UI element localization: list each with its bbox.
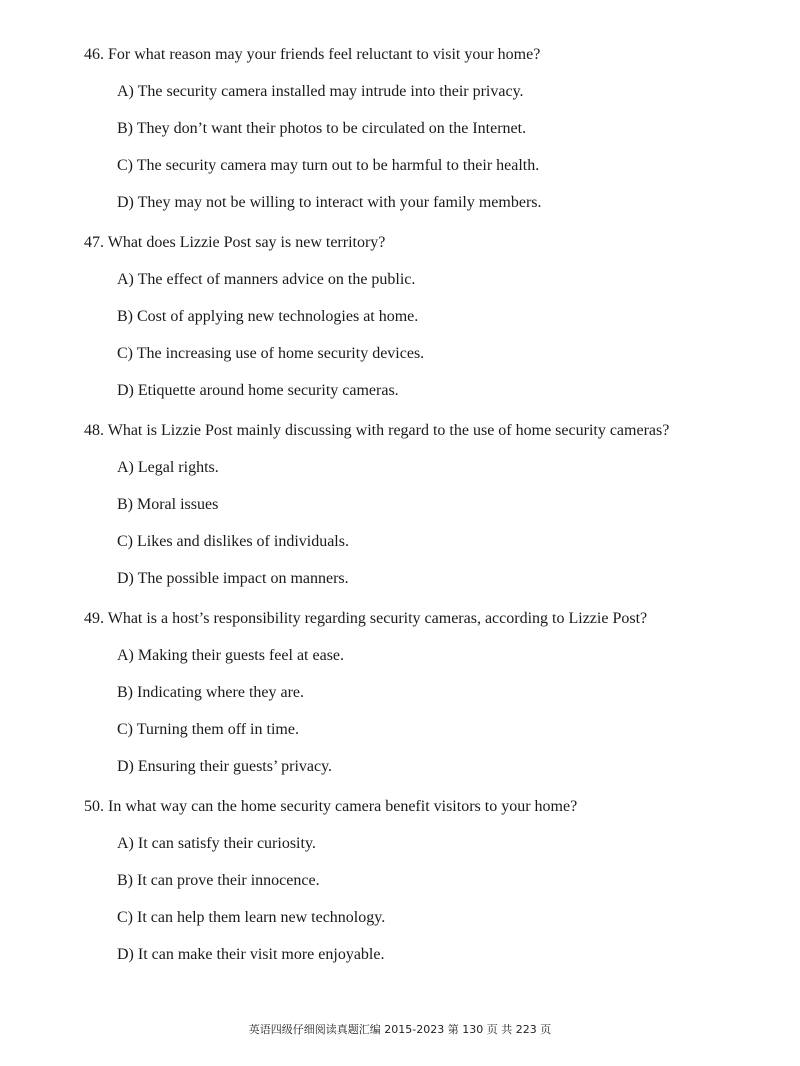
option-d: D) Etiquette around home security cameras. (117, 382, 399, 399)
option-a: A) It can satisfy their curiosity. (117, 835, 316, 852)
option-b: B) Moral issues (117, 496, 219, 513)
question-50 (84, 796, 774, 966)
option-d: D) Ensuring their guests’ privacy. (117, 758, 333, 775)
option-b: B) They don’t want their photos to be circulated on the Internet. (117, 120, 527, 137)
question-49 (84, 608, 774, 778)
option-c: C) The security camera may turn out to be harmful to their health. (117, 157, 540, 174)
question-47 (84, 232, 774, 402)
question-stem: 47. What does Lizzie Post say is new territory? (84, 234, 386, 251)
question-stem: 48. What is Lizzie Post mainly discussing with regard to the use of home security cameras? (84, 422, 670, 439)
question-stem: 46. For what reason may your friends feel reluctant to visit your home? (84, 46, 541, 63)
option-c: C) The increasing use of home security devices. (117, 345, 425, 362)
option-d: D) It can make their visit more enjoyable. (117, 946, 385, 963)
option-b: B) It can prove their innocence. (117, 872, 320, 889)
option-c: C) It can help them learn new technology. (117, 909, 386, 926)
question-48 (84, 420, 774, 590)
option-c: C) Likes and dislikes of individuals. (117, 533, 349, 550)
question-stem: 50. In what way can the home security camera benefit visitors to your home? (84, 798, 578, 815)
option-b: B) Cost of applying new technologies at home. (117, 308, 419, 325)
page-footer: 英语四级仔细阅读真题汇编 2015-2023 第 130 页 共 223 页 (248, 1023, 552, 1036)
option-d: D) The possible impact on manners. (117, 570, 349, 587)
question-list (84, 44, 774, 984)
question-stem: 49. What is a host’s responsibility regarding security cameras, according to Lizzie Post? (84, 610, 648, 627)
option-a: A) The effect of manners advice on the public. (117, 271, 416, 288)
question-46 (84, 44, 774, 214)
option-list (84, 269, 774, 402)
option-a: A) Legal rights. (117, 459, 219, 476)
option-list (84, 645, 774, 778)
option-c: C) Turning them off in time. (117, 721, 299, 738)
option-d: D) They may not be willing to interact with your family members. (117, 194, 542, 211)
option-a: A) Making their guests feel at ease. (117, 647, 345, 664)
option-list (84, 833, 774, 966)
option-b: B) Indicating where they are. (117, 684, 305, 701)
option-a: A) The security camera installed may intrude into their privacy. (117, 83, 524, 100)
option-list (84, 457, 774, 590)
option-list (84, 81, 774, 214)
